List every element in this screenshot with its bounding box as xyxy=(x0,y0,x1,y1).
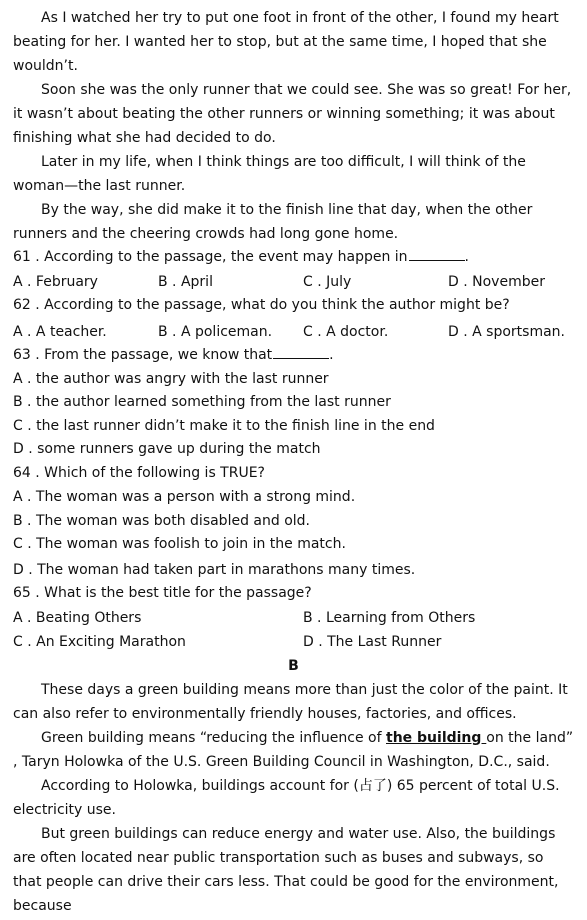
option-d: D . November xyxy=(448,273,545,290)
passage-b-paragraph-2 xyxy=(13,726,574,774)
question-61-options xyxy=(13,270,574,294)
option-a: A . A teacher. xyxy=(13,324,107,340)
passage-a-paragraph-3: Later in my life, when I think things are too difficult, I will think of the woman—the last runner. xyxy=(13,154,526,194)
option-c: C . A doctor. xyxy=(303,324,389,340)
paragraph-text: Green building means “reducing the influence of xyxy=(41,729,386,746)
question-64-option-d: D . The woman had taken part in marathons many times. xyxy=(13,561,416,578)
passage-b-paragraph-1: These days a green building means more than just the color of the paint. It can also refer to environmentally friendly houses, factories, and offices. xyxy=(13,681,568,722)
question-63-option-b: B . the author learned something from the last runner xyxy=(13,394,391,410)
question-63 xyxy=(13,344,574,368)
question-61-stem: 61 . According to the passage, the event may happen in xyxy=(13,249,408,265)
question-65-options-row-1 xyxy=(13,606,574,630)
option-b: B . April xyxy=(158,273,213,290)
section-heading: B xyxy=(288,657,299,674)
option-d: D . A sportsman. xyxy=(448,324,565,340)
answer-blank xyxy=(409,246,465,261)
question-65-options-row-2 xyxy=(13,630,574,654)
question-63-option-a: A . the author was angry with the last runner xyxy=(13,370,329,387)
highlighted-phrase: the building xyxy=(386,729,487,746)
option-c: C . July xyxy=(303,273,352,290)
question-62-stem: 62 . According to the passage, what do you think the author might be? xyxy=(13,296,510,313)
option-b: B . Learning from Others xyxy=(303,609,476,626)
answer-blank xyxy=(273,344,329,359)
passage-a-paragraph-4: By the way, she did make it to the finish line that day, when the other runners and the cheering crowds had long gone home. xyxy=(13,202,533,242)
question-64-option-a: A . The woman was a person with a strong mind. xyxy=(13,489,356,505)
question-63-option-d: D . some runners gave up during the match xyxy=(13,441,321,457)
question-64-option-b: B . The woman was both disabled and old. xyxy=(13,512,310,529)
passage-b-paragraph-3: According to Holowka, buildings account for (占了) 65 percent of total U.S. electricity use. xyxy=(13,777,560,818)
question-64-stem: 64 . Which of the following is TRUE? xyxy=(13,464,265,481)
option-a: A . February xyxy=(13,273,98,290)
passage-a-paragraph-1: As I watched her try to put one foot in front of the other, I found my heart beating for her. I wanted her to stop, but at the same time, I hoped that she wouldn’t. xyxy=(13,10,559,74)
question-61-end: . xyxy=(464,249,469,265)
question-63-option-c: C . the last runner didn’t make it to the finish line in the end xyxy=(13,417,435,434)
option-d: D . The Last Runner xyxy=(303,633,442,650)
passage-a-paragraph-2: Soon she was the only runner that we could see. She was so great! For her, it wasn’t about beating the other runners or winning something; it was about finishing what she had decided to do. xyxy=(13,82,572,146)
question-65-stem: 65 . What is the best title for the passage? xyxy=(13,585,312,601)
question-61 xyxy=(13,246,574,270)
paragraph-text: on the land” , Taryn Holowka of the U.S. Green Building Council in Washington, D.C., said. xyxy=(13,729,574,770)
question-62-options xyxy=(13,320,574,344)
option-a: A . Beating Others xyxy=(13,609,142,626)
question-64-option-c: C . The woman was foolish to join in the match. xyxy=(13,536,346,552)
option-b: B . A policeman. xyxy=(158,324,273,340)
question-63-stem: 63 . From the passage, we know that xyxy=(13,347,273,363)
passage-b-paragraph-4: But green buildings can reduce energy and water use. Also, the buildings are often located near public transportation such as buses and subways, so that people can drive their cars less. That could be good for the environment, because xyxy=(13,825,559,914)
question-63-end: . xyxy=(329,347,334,363)
option-c: C . An Exciting Marathon xyxy=(13,633,186,650)
